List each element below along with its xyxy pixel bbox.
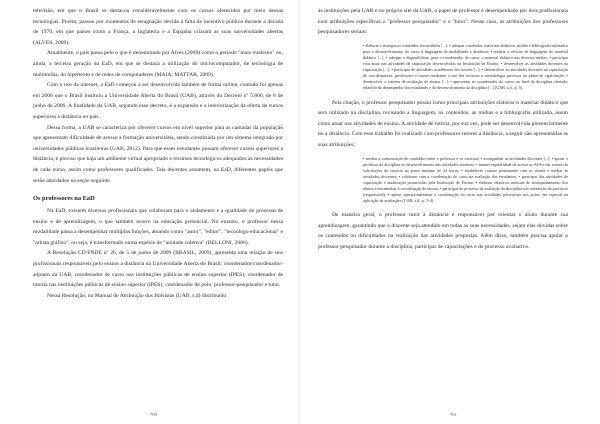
left-paragraph-1: televisão, em que o Brasil se destacou consideravelmente com os cursos oferecidos por meio dessas tecnologias. Porém, passou por momentos de estagnação devido à falta de incentivo público durante a década de 1970, em que países como a França, a Inglaterra e a Espanha criaram as suas universidades abertas (ALVES, 2009). xyxy=(33,8,283,46)
right-paragraph-2: Pela citação, o professor pesquisador possui como principais atribuições elaborar o material didático que será utilizado na disciplina, revisando a linguagem, os conteúdos, as mídias e a bibliografia utilizada, assim como atuar nas atividades de ensino. A atividade de tutoria, por sua vez, pode ser desenvolvida presencialmente ou a distância. Com esse trabalho foi realizado com professores tutores a distância, a seguir são apresentadas as suas atribuições: xyxy=(318,99,568,148)
left-page xyxy=(33,6,283,424)
right-page-number: 701 xyxy=(450,412,457,417)
left-paragraph-6: A Resolução CD/FNDE nº 26, de 5 de junho de 2009 (BRASIL, 2009), apresenta uma relação de seis profissionais responsáveis pelo ensino a distância na Universidade Aberta do Brasil: coordenador/coordenador-adjunto da UAB, coordenador de curso nas instituições públicas de ensino superior (IPES), coordenador de tutoria nas instituições públicas de ensino superior (IPES), coordenador de polo, professor-pesquisador e tutor. xyxy=(33,250,283,289)
left-paragraph-4: Dessa forma, a UAB se caracteriza por oferecer cursos em nível superior para as camadas da população que apresentam dificuldade de acesso à formação universitária, sendo constituída por um sistema integrado por universidades públicas brasileiras (UAB, 2012). Para que esses estudantes possam oferecer cursos superiores a distância, é preciso que haja um ambiente virtual apropriado e recursos tecnológicos adequados às necessidades de cada curso, assim como professores qualificados. Tais docentes assumem, na EaD, diferentes papéis que serão abordados na seção seguinte. xyxy=(33,124,283,184)
left-paragraph-5: Na EaD, existem diversos profissionais que colaboram para o andamento e a qualidade do processo de ensino e de aprendizagem, o que também ocorre na educação presencial. No entanto, o professor nessa modalidade passa a desempenhar múltiplas funções, atuando como "autor", "editor", "tecnólogo educacional" e "artista gráfico", ou seja, é transformado numa espécie de "unidade coletiva" (BELLONI, 2006). xyxy=(33,208,283,246)
section-heading: Os professores na EaD xyxy=(33,195,95,203)
block-quote-tutor: • mediar a comunicação de conteúdos entre o professor e os cursistas; • acompanhar as atividades discentes [...]; • apoiar o professor da disciplina no desenvolvimento das atividades docentes; • manter regularidade de acesso ao AVA e dar retorno às solicitações do cursista no prazo máximo de 24 horas; • estabelecer contato permanente com os alunos e mediar as atividades discentes; • colaborar com a coordenação do curso na avaliação dos estudantes; • participar das atividades de capacitação e atualização promovidas pela Instituição de Ensino; • elaborar relatórios mensais de acompanhamento dos alunos e encaminhar à coordenação de tutoria; • participar do processo de avaliação da disciplina sob orientação do professor (responsável); • apoiar operacionalmente a coordenação do curso nas atividades presenciais nos polos, em especial na aplicação de avaliações (UAB, s.d., p. 3-4). xyxy=(363,155,568,204)
left-paragraph-3: Com o uso da internet, a EaD começou a ser desenvolvida também de forma online, contudo foi apenas em 2006 que o Brasil instituiu a Universidade Aberta do Brasil (UAB), através do Decreto nº 5.800, de 8 de junho de 2006. A finalidade da UAB, segundo esse decreto, é a expansão e a interiorização da oferta de cursos superiores a distância no país. xyxy=(33,82,283,120)
page-gutter xyxy=(299,0,300,424)
right-page xyxy=(318,6,568,424)
left-page-number: 700 xyxy=(150,412,157,417)
right-paragraph-3: De maneira geral, o professor tutor à distância é responsável por orientar o aluno durante sua aprendizagem, garantindo que o discente seja atendido em todas as suas necessidades, sejam elas dúvidas sobre os conteúdos ou dificuldades na realização das atividades propostas. Além disso, também precisa apoiar o professor pesquisador durante a disciplina, participar de capacitações e do processo avaliativo. xyxy=(318,212,568,251)
block-quote-professor: • elaborar e entregar os conteúdos dos módulos [...]; • adequar conteúdos, materiais didáticos, mídias e bibliografia utilizados para o desenvolvimento do curso à linguagem da modalidade a distância; • realizar a revisão de linguagem do material didático [...]; • adequar e disponibilizar, para o coordenador de curso, o material didático nas diversas mídias; • participar e/ou atuar nas atividades de capacitação desenvolvidas na Instituição de Ensino; • desenvolver as atividades docentes na capacitação [...]; • participar de atividades acadêmicas dos tutores [...]; • desenvolver as atividades docentes na capacitação de coordenadores, professores e tutores mediante o uso dos recursos e metodologia previstos no plano de capacitação; • desenvolver o sistema de avaliação de alunos [...]; • apresentar ao coordenador do curso, ao final da disciplina ofertada, relatório do desempenho dos estudantes e do desenvolvimento da disciplina [...] (UAB, s.d., p. 5). xyxy=(363,42,568,91)
right-paragraph-1: às instituições pela UAB e no próprio site da UAB, o papel de professor é desempenhado por dois profissionais com atribuições específicas o "professor pesquisador" e o "tutor". Nesse caso, as atribuições dos professores pesquisadores seriam: xyxy=(318,8,568,36)
left-paragraph-7: Nessa Resolução, no Manual de Atribuição dos Bolsistas (UAB, s.d) distribuído xyxy=(47,292,227,299)
left-paragraph-2: Atualmente, o país passa pelo o que é denominado por Alves (2009) como o período "mais moderno" ou, ainda, a terceira geração da EaD, em que se destaca a utilização do microcomputador, de tecnologia de multimídia, do hipertexto e de redes de computadores (MAIA; MATTAR, 2009). xyxy=(33,50,283,78)
